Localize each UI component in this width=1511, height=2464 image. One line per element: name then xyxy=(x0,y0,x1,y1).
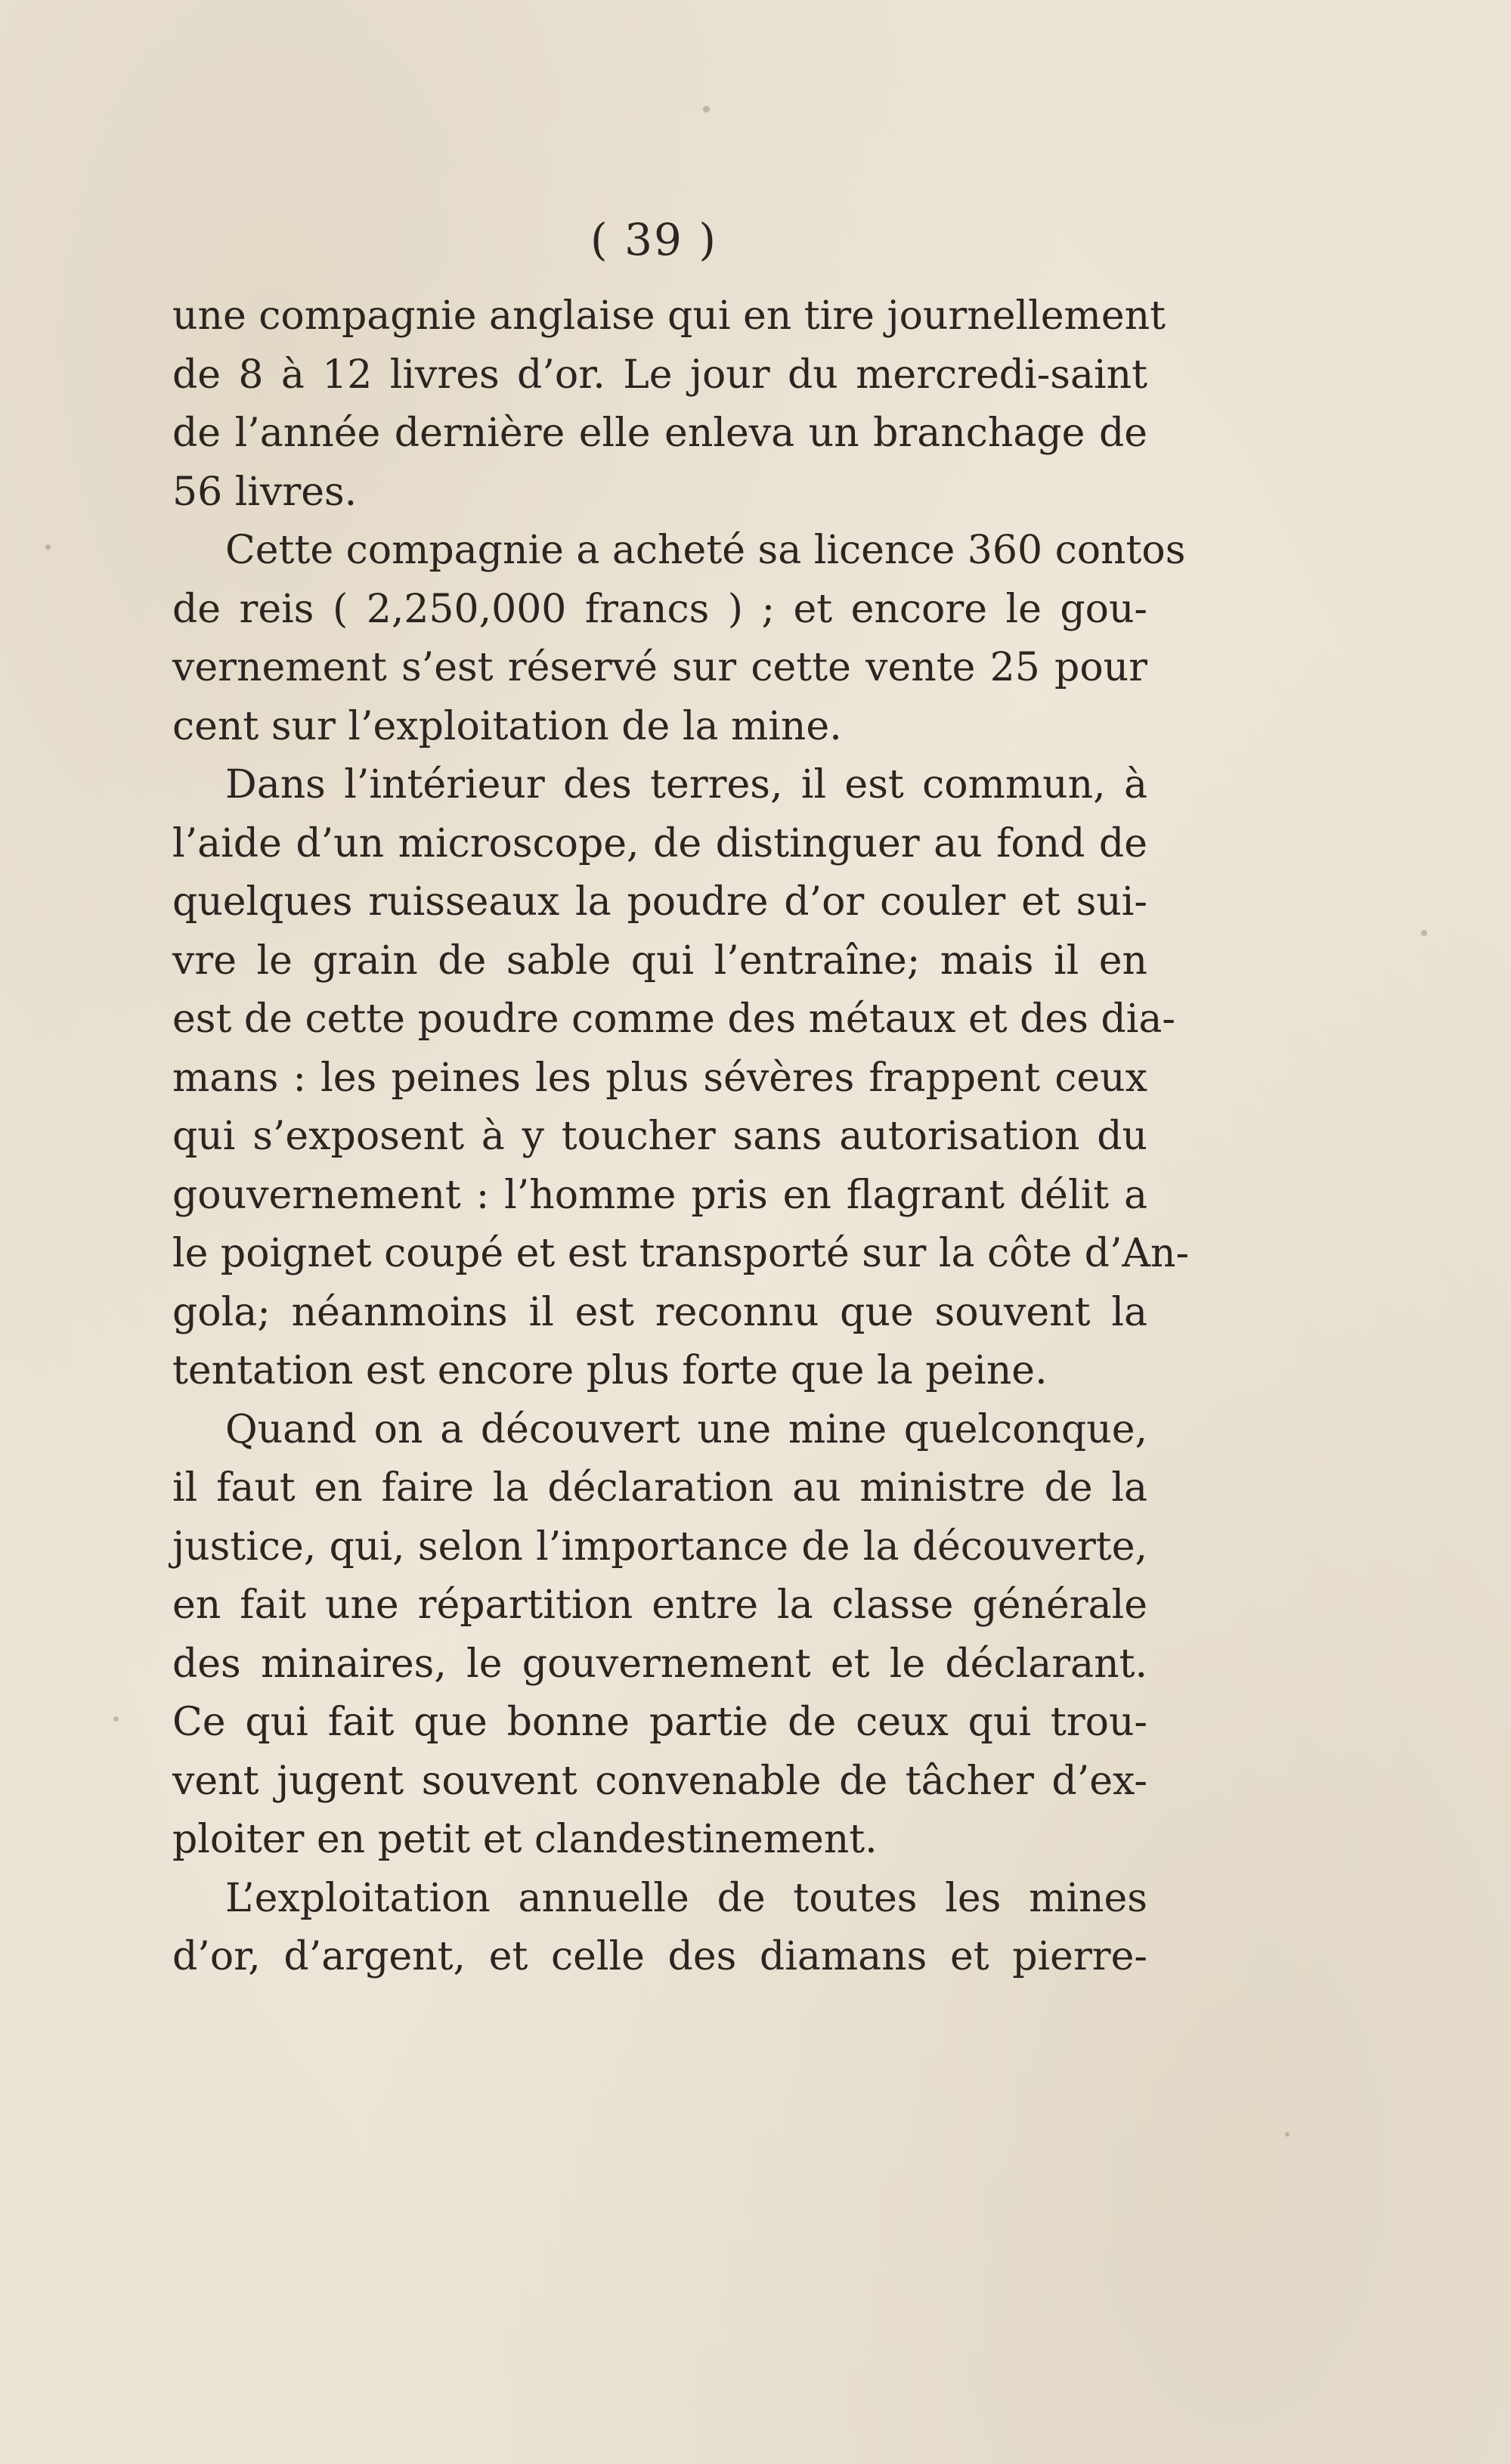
text-line: L’exploitation annuelle de toutes les mines xyxy=(225,1875,1147,1921)
text-line: justice, qui, selon l’importance de la découverte, xyxy=(172,1523,1147,1570)
text-line: Ce qui fait que bonne partie de ceux qui trou- xyxy=(172,1700,1147,1745)
text-line: 56 livres. xyxy=(172,469,358,515)
text-line: Quand on a découvert une mine quelconque, xyxy=(225,1406,1147,1452)
text-line: l’aide d’un microscope, de distinguer au fond de xyxy=(172,820,1147,866)
text-line: il faut en faire la déclaration au ministre de la xyxy=(172,1465,1147,1511)
text-line: gouvernement : l’homme pris en flagrant délit a xyxy=(172,1172,1147,1218)
paragraph xyxy=(172,1870,1147,1987)
text-line: qui s’exposent à y toucher sans autorisation du xyxy=(172,1114,1147,1159)
text-line: une compagnie anglaise qui en tire journellement xyxy=(172,293,1166,339)
text-line: ploiter en petit et clandestinement. xyxy=(172,1817,878,1862)
text-line: vre le grain de sable qui l’entraîne; mais il en xyxy=(172,938,1147,984)
text-line: Cette compagnie a acheté sa licence 360 contos xyxy=(225,528,1186,573)
foxing-spot xyxy=(1421,930,1427,936)
text-line: vent jugent souvent convenable de tâcher d’ex- xyxy=(172,1758,1147,1804)
text-line: est de cette poudre comme des métaux et des dia- xyxy=(172,996,1175,1042)
paragraph xyxy=(172,756,1190,1401)
text-line: de l’année dernière elle enleva un branchage de xyxy=(172,411,1147,456)
paragraph xyxy=(172,287,1166,522)
text-line: quelques ruisseaux la poudre d’or couler et sui- xyxy=(172,879,1147,925)
text-line: vernement s’est réservé sur cette vente 25 pour xyxy=(172,645,1147,690)
body-text xyxy=(172,287,1190,1987)
text-line: mans : les peines les plus sévères frappent ceux xyxy=(172,1055,1147,1101)
text-line: tentation est encore plus forte que la peine. xyxy=(172,1348,1048,1393)
foxing-spot xyxy=(113,1716,119,1722)
text-line: des minaires, le gouvernement et le déclarant. xyxy=(172,1641,1147,1687)
text-line: de 8 à 12 livres d’or. Le jour du mercredi-saint xyxy=(172,352,1147,398)
text-line: d’or, d’argent, et celle des diamans et pierre- xyxy=(172,1934,1147,1979)
foxing-spot xyxy=(45,544,51,550)
foxing-spot xyxy=(1285,2132,1290,2137)
text-line: gola; néanmoins il est reconnu que souvent la xyxy=(172,1289,1147,1335)
foxing-spot xyxy=(703,106,710,113)
text-line: en fait une répartition entre la classe générale xyxy=(172,1582,1147,1628)
paragraph xyxy=(172,522,1186,756)
text-line: le poignet coupé et est transporté sur la côte d’An- xyxy=(172,1231,1190,1276)
text-line: cent sur l’exploitation de la mine. xyxy=(172,703,842,749)
paragraph xyxy=(172,1401,1147,1870)
text-line: de reis ( 2,250,000 francs ) ; et encore le gou- xyxy=(172,586,1147,632)
page-number: ( 39 ) xyxy=(590,214,717,265)
text-line: Dans l’intérieur des terres, il est commun, à xyxy=(225,762,1147,807)
